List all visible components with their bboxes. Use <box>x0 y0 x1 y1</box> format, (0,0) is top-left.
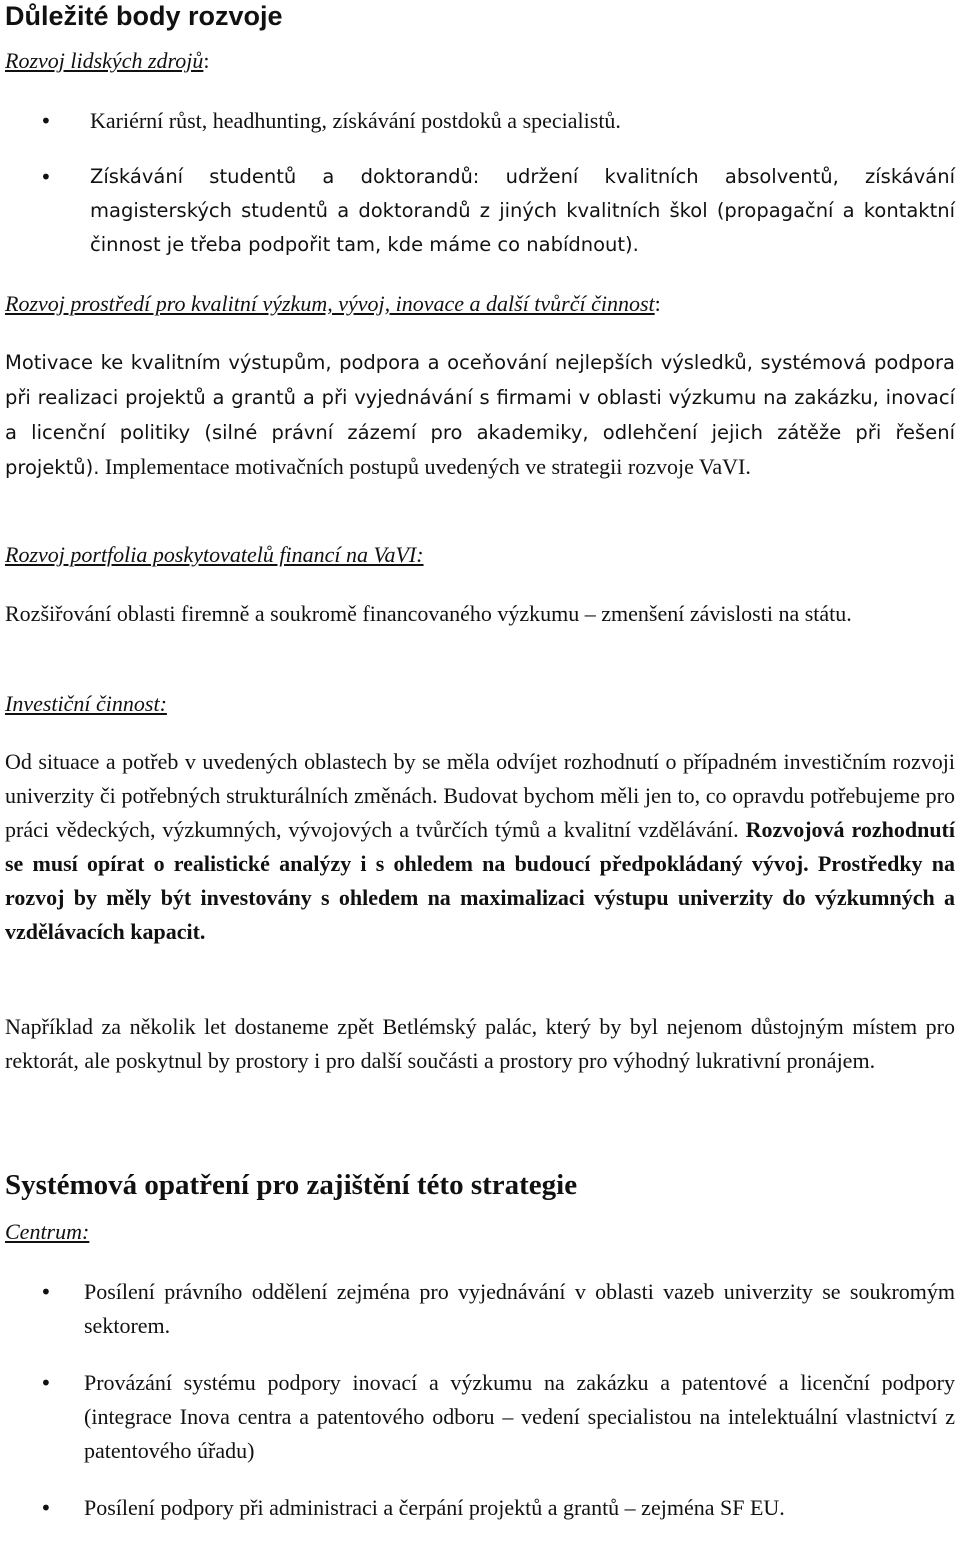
subheading-centrum: Centrum: <box>5 1219 90 1244</box>
bullet-dot-icon: • <box>40 165 52 189</box>
subheading-invest: Investiční činnost: <box>5 691 167 716</box>
paragraph-environment <box>5 345 955 485</box>
bullet-text: Získávání studentů a doktorandů: udržení kvalitních absolventů, získávání magisterských studentů a doktorandů z jiných kvalitních škol (propagační a kontaktní činnost je třeba podpořit tam, kde máme co nabídnout). <box>90 165 955 256</box>
subheading-portfolio-line <box>5 541 955 569</box>
paragraph-environment-main: Motivace ke kvalitním výstupům, podpora a oceňování nejlepších výsledků, systémová podpora při realizaci projektů a grantů a při vyjednávání s firmami v oblasti výzkumu na zakázku, inovací a licenční politiky (silné právní zázemí pro akademiky, odlehčení jejich zátěže při řešení projektů). <box>5 351 955 479</box>
heading-systemic-measures: Systémová opatření pro zajištění této strategie <box>5 1169 578 1201</box>
paragraph-portfolio: Rozšiřování oblasti firemně a soukromě financovaného výzkumu – zmenšení závislosti na státu. <box>5 601 852 626</box>
subheading-env: Rozvoj prostředí pro kvalitní výzkum, vývoj, inovace a další tvůrčí činnost <box>5 291 655 316</box>
bullet-dot-icon: • <box>40 109 52 133</box>
bullet-text: Provázání systému podpory inovací a výzkumu na zakázku a patentové a licenční podpory (integrace Inova centra a patentového odboru – vedení specialistou na intelektuální vlastnictví z patentového úřadu) <box>84 1370 955 1463</box>
heading-important-points: Důležité body rozvoje <box>5 1 283 31</box>
paragraph-investment-bold: Rozvojová rozhodnutí se musí opírat o realistické analýzy i s ohledem na budoucí předpokládaný vývoj. Prostředky na rozvoj by měly být investovány s ohledem na maximalizaci výstupu univerzity do výzkumných a vzdělávacích kapacit. <box>5 817 955 944</box>
paragraph-investment <box>5 745 955 949</box>
bullet-text: Posílení právního oddělení zejména pro vyjednávání v oblasti vazeb univerzity se soukromým sektorem. <box>84 1279 955 1338</box>
bullet-dot-icon: • <box>40 1280 52 1304</box>
subheading-hr: Rozvoj lidských zdrojů <box>5 48 204 73</box>
subheading-hr-colon: : <box>203 48 210 73</box>
bullet-dot-icon: • <box>40 1496 52 1520</box>
paragraph-investment-text: Od situace a potřeb v uvedených oblastech by se měla odvíjet rozhodnutí o případném investičním rozvoji univerzity či potřebných strukturálních změnách. Budovat bychom měli jen to, co opravdu potřebujeme pro práci vědeckých, výzkumných, vývojových a tvůrčích týmů a kvalitní vzdělávání. <box>5 749 955 842</box>
subheading-env-line <box>5 290 955 318</box>
subheading-portfolio: Rozvoj portfolia poskytovatelů financí na VaVI: <box>5 542 424 567</box>
subheading-hr-line <box>5 47 955 75</box>
bullet-dot-icon: • <box>40 1371 52 1395</box>
subheading-env-colon: : <box>654 291 661 316</box>
subheading-invest-line <box>5 690 955 718</box>
bullet-text: Posílení podpory při administraci a čerpání projektů a grantů – zejména SF EU. <box>84 1495 785 1520</box>
paragraph-environment-implementation: Implementace motivačních postupů uvedených ve strategii rozvoje VaVI. <box>99 454 751 479</box>
paragraph-example: Například za několik let dostaneme zpět Betlémský palác, který by byl nejenom důstojným místem pro rektorát, ale poskytnul by prostory i pro další součásti a prostory pro výhodný lukrativní pronájem. <box>5 1014 955 1073</box>
subheading-centrum-line <box>5 1218 955 1246</box>
bullet-text: Kariérní růst, headhunting, získávání postdoků a specialistů. <box>90 108 621 133</box>
